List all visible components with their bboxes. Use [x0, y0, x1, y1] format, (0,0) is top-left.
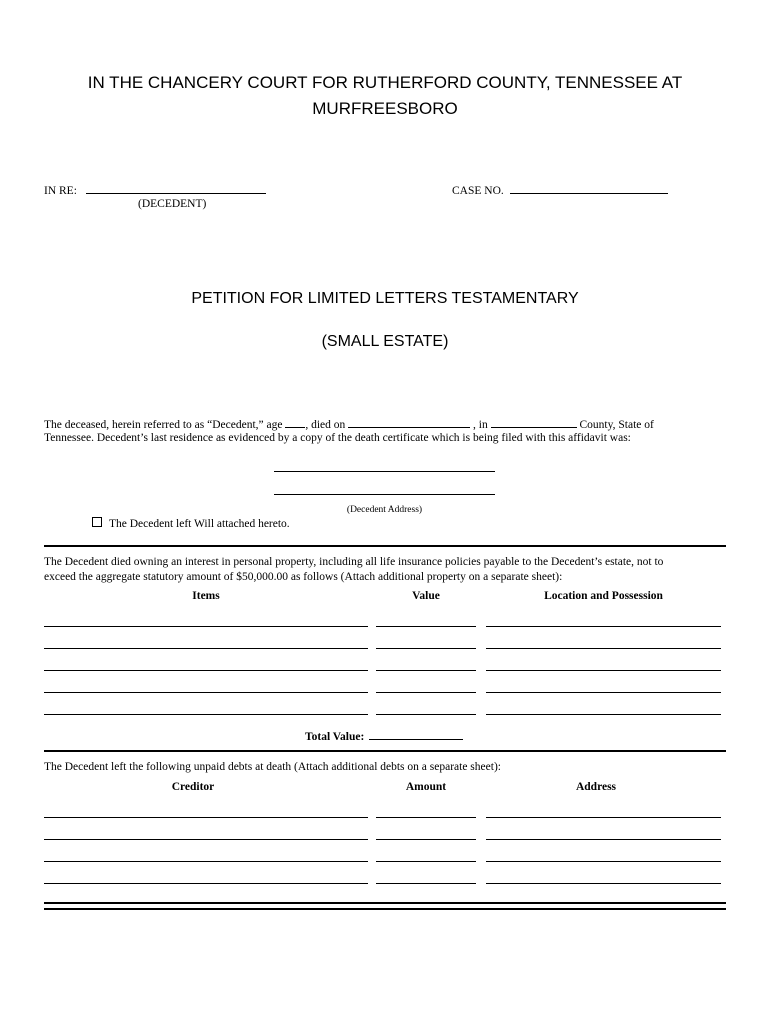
will-checkbox[interactable] [92, 517, 102, 527]
creditor-line[interactable] [44, 817, 368, 818]
total-value-label: Total Value: [305, 731, 365, 743]
location-line[interactable] [486, 692, 721, 693]
section-divider-1 [44, 545, 726, 547]
case-no-line [452, 183, 668, 197]
amount-line[interactable] [376, 817, 476, 818]
closing-rule-top [44, 902, 726, 904]
court-heading-line1: IN THE CHANCERY COURT FOR RUTHERFORD COUNTY, TENNESSEE AT [87, 73, 683, 92]
value-line[interactable] [376, 626, 476, 627]
location-line[interactable] [486, 648, 721, 649]
debts-intro: The Decedent left the following unpaid debts at death (Attach additional debts on a separate sheet): [44, 761, 501, 773]
section-divider-2 [44, 750, 726, 752]
intro-text-county: County, State of [579, 419, 654, 431]
age-field[interactable] [285, 417, 305, 428]
court-heading-line2: MURFREESBORO [312, 99, 458, 118]
amount-line[interactable] [376, 839, 476, 840]
case-no-label: CASE NO. [452, 185, 504, 197]
intro-text-in: , in [473, 419, 488, 431]
will-checkbox-row[interactable] [92, 517, 290, 530]
total-value-field[interactable] [369, 729, 463, 740]
address-line-2[interactable] [274, 494, 495, 495]
value-line[interactable] [376, 692, 476, 693]
location-line[interactable] [486, 626, 721, 627]
county-field[interactable] [491, 417, 577, 428]
col-address-header: Address [575, 781, 617, 793]
decedent-address-label: (Decedent Address) [346, 505, 423, 515]
address-line[interactable] [486, 839, 721, 840]
item-line[interactable] [44, 692, 368, 693]
col-location-header: Location and Possession [544, 590, 663, 602]
creditor-line[interactable] [44, 883, 368, 884]
value-line[interactable] [376, 648, 476, 649]
address-line-1[interactable] [274, 471, 495, 472]
address-line[interactable] [486, 817, 721, 818]
item-line[interactable] [44, 648, 368, 649]
intro-line2: Tennessee. Decedent’s last residence as evidenced by a copy of the death certificate which is being filed with this affidavit was: [44, 432, 631, 444]
intro-text-age: The deceased, herein referred to as “Decedent,” age [44, 419, 283, 431]
property-intro-line2: exceed the aggregate statutory amount of $50,000.00 as follows (Attach additional property on a separate sheet): [44, 571, 563, 583]
creditor-line[interactable] [44, 839, 368, 840]
location-line[interactable] [486, 714, 721, 715]
decedent-label: (DECEDENT) [138, 198, 207, 210]
amount-line[interactable] [376, 883, 476, 884]
decedent-name-field[interactable] [86, 183, 266, 194]
value-line[interactable] [376, 714, 476, 715]
address-line[interactable] [486, 883, 721, 884]
address-line[interactable] [486, 861, 721, 862]
col-creditor-header: Creditor [171, 781, 215, 793]
col-value-header: Value [412, 590, 440, 602]
total-value-row [305, 729, 463, 743]
intro-text-died: , died on [305, 419, 346, 431]
in-re-line [44, 183, 266, 197]
amount-line[interactable] [376, 861, 476, 862]
intro-line1 [44, 417, 654, 431]
case-no-field[interactable] [510, 183, 668, 194]
closing-rule-bottom [44, 908, 726, 910]
will-checkbox-label: The Decedent left Will attached hereto. [109, 518, 290, 530]
date-of-death-field[interactable] [348, 417, 470, 428]
col-amount-header: Amount [405, 781, 447, 793]
in-re-label: IN RE: [44, 185, 77, 197]
petition-title: PETITION FOR LIMITED LETTERS TESTAMENTARY [191, 290, 579, 307]
item-line[interactable] [44, 714, 368, 715]
location-line[interactable] [486, 670, 721, 671]
property-intro-line1: The Decedent died owning an interest in personal property, including all life insurance policies payable to the Decedent’s estate, not to [44, 556, 664, 568]
item-line[interactable] [44, 670, 368, 671]
petition-subtitle: (SMALL ESTATE) [321, 333, 449, 350]
value-line[interactable] [376, 670, 476, 671]
col-items-header: Items [192, 590, 220, 602]
item-line[interactable] [44, 626, 368, 627]
creditor-line[interactable] [44, 861, 368, 862]
